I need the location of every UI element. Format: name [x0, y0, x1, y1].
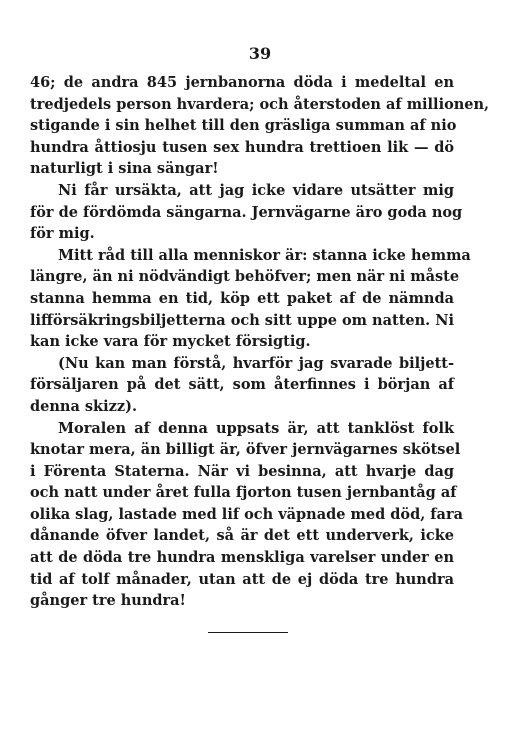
page-number: 39 — [248, 44, 272, 63]
text-line: försäljaren på det sätt, som återfinnes i början af — [30, 376, 454, 394]
text-line: stigande i sin helhet till den gräsliga summan af nio — [30, 117, 457, 135]
text-line: och natt under året fulla fjorton tusen jernbantåg af — [30, 484, 457, 502]
text-line: Moralen af denna uppsats är, att tanklöst folk — [58, 419, 454, 437]
text-line: stanna hemma en tid, köp ett paket af de nämnda — [30, 289, 454, 307]
text-line: denna skizz). — [30, 397, 137, 415]
text-line: Mitt råd till alla menniskor är: stanna icke hemma — [58, 246, 471, 264]
text-line: i Förenta Staterna. När vi besinna, att hvarje dag — [30, 462, 454, 480]
text-line: (Nu kan man förstå, hvarför jag svarade biljett- — [58, 354, 454, 372]
text-line: för de fördömda sängarna. Jernvägarne äro goda nog — [30, 203, 463, 221]
text-line: att de döda tre hundra menskliga varelser under en — [30, 549, 454, 567]
text-line: kan icke vara för mycket försigtig. — [30, 333, 311, 351]
text-line: längre, än ni nödvändigt behöfver; men när ni måste — [30, 268, 460, 286]
text-line: dånande öfver landet, så är det ett underverk, icke — [30, 527, 454, 545]
text-line: knotar mera, än billigt är, öfver jernvägarnes skötsel — [30, 441, 461, 459]
text-line: olika slag, lastade med lif och väpnade med död, fara — [30, 505, 463, 523]
text-line: för mig. — [30, 225, 95, 243]
text-line: tid af tolf månader, utan att de ej döda tre hundra — [30, 570, 454, 588]
text-line: 46; de andra 845 jernbanorna döda i medeltal en — [30, 74, 454, 91]
text-line: Ni får ursäkta, att jag icke vidare utsätter mig — [58, 181, 454, 199]
section-divider — [208, 632, 288, 633]
text-line: gånger tre hundra! — [30, 592, 186, 610]
body-text — [30, 72, 490, 612]
text-line: tredjedels person hvardera; och återstoden af millionen, — [30, 95, 490, 113]
text-line: lifförsäkringsbiljetterna och sitt uppe om natten. Ni — [30, 311, 455, 329]
text-line: naturligt i sina sängar! — [30, 160, 219, 178]
text-line: hundra åttiosju tusen sex hundra trettioen lik — dö — [30, 138, 454, 156]
